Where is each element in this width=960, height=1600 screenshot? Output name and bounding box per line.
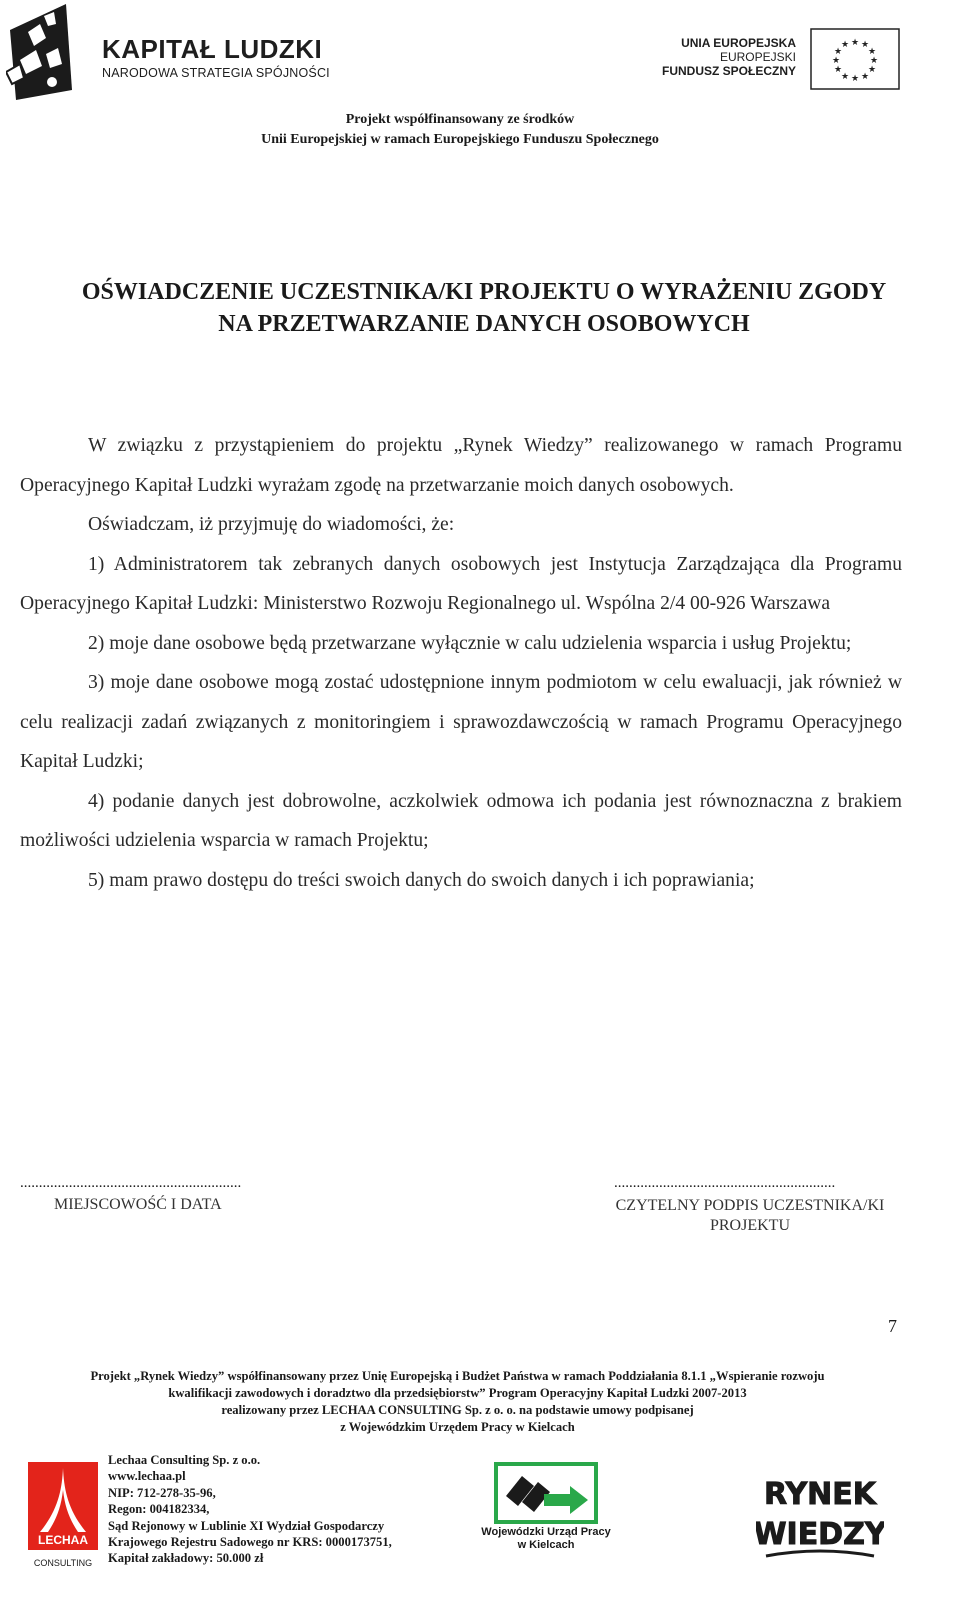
svg-text:CONSULTING: CONSULTING	[33, 1558, 93, 1568]
project-footer-note	[0, 1368, 915, 1436]
clause-1: 1) Administratorem tak zebranych danych osobowych jest Instytucja Zarządzająca dla Programu Operacyjnego Kapitał Ludzki: Ministerstwo Rozwoju Regionalnego ul. Wspólna 2/4 00-926 Warszawa	[20, 553, 902, 614]
eu-line-3: FUNDUSZ SPOŁECZNY	[661, 64, 796, 78]
place-date-label: MIEJSCOWOŚĆ I DATA	[54, 1196, 222, 1213]
svg-text:★: ★	[850, 74, 860, 84]
consent-paragraph: W związku z przystąpieniem do projektu „Rynek Wiedzy” realizowanego w ramach Programu Operacyjnego Kapitał Ludzki wyrażam zgodę na przetwarzanie moich danych osobowych.	[20, 435, 902, 496]
footer-line-3: realizowany przez LECHAA CONSULTING Sp. z o. o. na podstawie umowy podpisanej	[221, 1403, 694, 1417]
footer-line-2: kwalifikacji zawodowych i doradztwo dla przedsiębiorstw” Program Operacyjny Kapitał Ludzki 2007-2013	[168, 1386, 747, 1400]
kapital-ludzki-subtitle: NARODOWA STRATEGIA SPÓJNOŚCI	[102, 66, 330, 80]
eu-logo-text	[662, 36, 796, 78]
signature-label-line-2: PROJEKTU	[709, 1217, 790, 1234]
company-regon: Regon: 004182334,	[108, 1502, 210, 1517]
svg-text:WIEDZY: WIEDZY	[756, 1517, 884, 1552]
svg-text:★: ★	[833, 65, 843, 75]
lechaa-logo	[28, 1460, 100, 1570]
place-date-line: ...........................................................	[20, 1175, 242, 1191]
wup-emblem-icon	[472, 1460, 622, 1530]
company-website: www.lechaa.pl	[108, 1469, 186, 1484]
clause-3: 3) moje dane osobowe mogą zostać udostępnione innym podmiotom w celu ewaluacji, jak również w celu realizacji zadań związanych z monitoringiem i sprawozdawczością w ramach Programu Operacyjnego Kapitał Ludzki;	[20, 672, 902, 772]
company-krs: Krajowego Rejestru Sadowego nr KRS: 0000173751,	[108, 1535, 392, 1550]
svg-text:★: ★	[869, 56, 879, 66]
kapital-ludzki-emblem-icon	[6, 2, 96, 102]
svg-text:★: ★	[867, 65, 877, 75]
rynek-wiedzy-logo	[756, 1460, 884, 1570]
lechaa-emblem-icon	[28, 1460, 100, 1570]
company-nip: NIP: 712-278-35-96,	[108, 1485, 216, 1500]
eu-flag-icon	[810, 28, 900, 90]
signature-label-line-1: CZYTELNY PODPIS UCZESTNIKA/KI	[615, 1197, 885, 1214]
svg-text:★: ★	[831, 56, 841, 66]
signature-line: ...........................................................	[614, 1175, 836, 1191]
clause-4: 4) podanie danych jest dobrowolne, aczkolwiek odmowa ich podania jest równoznaczna z brakiem możliwości udzielenia wsparcia w ramach Projektu;	[20, 790, 902, 851]
company-name: Lechaa Consulting Sp. z o.o.	[108, 1453, 261, 1467]
kapital-ludzki-logo	[6, 2, 336, 102]
svg-text:★: ★	[840, 40, 850, 50]
page-number: 7	[888, 1316, 897, 1336]
kapital-ludzki-title: KAPITAŁ LUDZKI	[102, 34, 323, 64]
clause-2: 2) moje dane osobowe będą przetwarzane wyłącznie w calu udzielenia wsparcia i usług Projektu;	[88, 632, 852, 654]
statement-body	[20, 426, 902, 900]
eu-logo	[660, 28, 900, 92]
svg-text:★: ★	[840, 72, 850, 82]
cofinancing-note	[0, 110, 920, 150]
document-title	[14, 276, 954, 340]
rynek-wiedzy-emblem-icon	[756, 1460, 884, 1570]
svg-text:★: ★	[850, 38, 860, 48]
wup-kielce-label	[468, 1526, 624, 1552]
document-title-line-2: NA PRZETWARZANIE DANYCH OSOBOWYCH	[218, 311, 750, 337]
cofinancing-line-2: Unii Europejskiej w ramach Europejskiego Funduszu Społecznego	[261, 132, 659, 147]
clause-5: 5) mam prawo dostępu do treści swoich danych do swoich danych i ich poprawiania;	[88, 869, 755, 891]
company-court: Sąd Rejonowy w Lublinie XI Wydział Gospodarczy	[108, 1518, 385, 1533]
wup-label-line-1: Wojewódzki Urząd Pracy	[481, 1526, 611, 1538]
cofinancing-line-1: Projekt współfinansowany ze środków	[345, 112, 575, 127]
acknowledgement-intro: Oświadczam, iż przyjmuję do wiadomości, że:	[88, 514, 455, 535]
footer-line-4: z Wojewódzkim Urzędem Pracy w Kielcach	[340, 1420, 575, 1434]
eu-line-1: UNIA EUROPEJSKA	[681, 36, 796, 50]
svg-text:RYNEK: RYNEK	[763, 1477, 877, 1512]
company-capital: Kapitał zakładowy: 50.000 zł	[108, 1551, 264, 1566]
eu-line-2: EUROPEJSKI	[719, 50, 796, 64]
signature-label	[598, 1196, 902, 1236]
svg-text:LECHAA: LECHAA	[38, 1533, 88, 1547]
svg-text:★: ★	[833, 47, 843, 57]
svg-text:★: ★	[867, 47, 877, 57]
svg-text:★: ★	[860, 40, 870, 50]
svg-text:★: ★	[860, 72, 870, 82]
footer-line-1: Projekt „Rynek Wiedzy” współfinansowany przez Unię Europejską i Budżet Państwa w ramach Poddziałania 8.1.1 „Wspieranie rozwoju	[90, 1369, 825, 1383]
document-title-line-1: OŚWIADCZENIE UCZESTNIKA/KI PROJEKTU O WYRAŻENIU ZGODY	[81, 279, 887, 305]
wup-label-line-2: w Kielcach	[517, 1539, 575, 1551]
company-details	[108, 1452, 392, 1567]
